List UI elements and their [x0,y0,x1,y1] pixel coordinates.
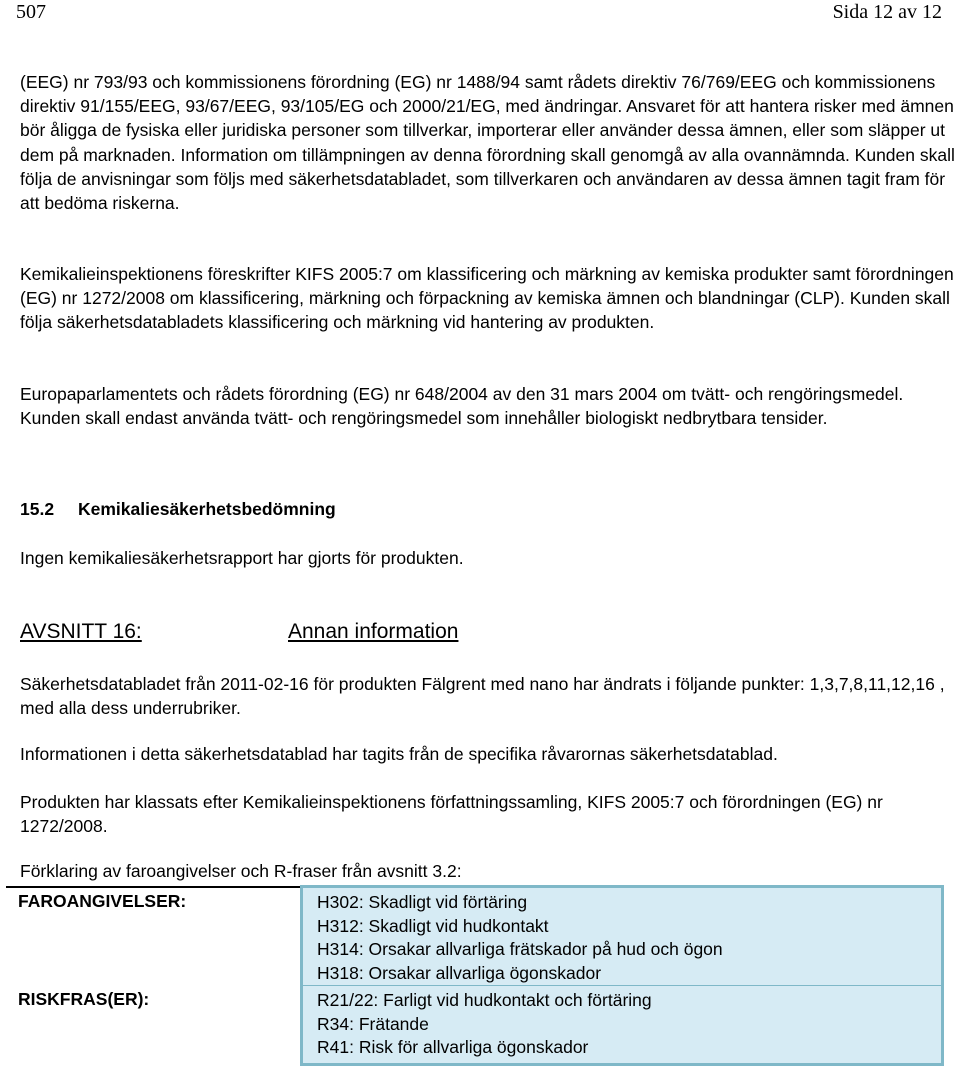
faro-label: FAROANGIVELSER: [6,887,302,986]
section-16-explanation-intro: Förklaring av faroangivelser och R-fraser från avsnitt 3.2: [20,861,462,881]
faro-values [302,887,943,986]
section-number: 15.2 [20,499,55,519]
paragraph-kifs: Kemikalieinspektionens föreskrifter KIFS 2005:7 om klassificering och märkning av kemiska produkter samt förordningen (EG) nr 1272/2008 om klassificering, märkning och förpackning av kemiska ämnen och blandningar (CLP). Kunden skall följa säkerhetsdatabladets klassificering och märkning vid hantering av produkten. [20,264,954,333]
section-title: Kemikaliesäkerhetsbedömning [78,499,336,519]
page-number: 507 [16,1,46,23]
section-15-2-text: Ingen kemikaliesäkerhetsrapport har gjorts för produkten. [20,548,464,568]
faro-item: H318: Orsakar allvarliga ögonskador [317,962,602,983]
faro-item: H314: Orsakar allvarliga frätskador på hud och ögon [317,939,723,959]
faro-item: H302: Skadligt vid förtäring [317,892,528,912]
page-counter: Sida 12 av 12 [832,1,942,23]
section-16-classification-text: Produkten har klassats efter Kemikalieinspektionens författningssamling, KIFS 2005:7 och förordningen (EG) nr 1272/2008. [20,792,883,837]
paragraph-detergents: Europaparlamentets och rådets förordning (EG) nr 648/2004 av den 31 mars 2004 om tvätt- och rengöringsmedel. Kunden skall endast använda tvätt- och rengöringsmedel som innehåller biologiskt nedbrytbara tensider. [20,384,904,429]
risk-item: R34: Frätande [317,1013,429,1034]
hazard-table [6,885,944,1066]
section-15-2-heading [20,497,336,521]
section-16-source-text: Informationen i detta säkerhetsdatablad har tagits från de specifika råvarornas säkerhetsdatablad. [20,744,778,764]
section-16-label: AVSNITT 16: [20,620,142,643]
hazard-row-faro [6,887,943,986]
paragraph-regulations: (EEG) nr 793/93 och kommissionens förordning (EG) nr 1488/94 samt rådets direktiv 76/769/EEG och kommissionens direktiv 91/155/EEG, 93/67/EEG, 93/105/EG och 2000/21/EG, med ändringar. Ansvaret för att hantera risker med ämnen bör åligga de fysiska eller juridiska personer som tillverkar, importerar eller använder dessa ämnen, eller som släpper ut dem på marknaden. Information om tillämpningen av denna förordning skall genomgå av alla ovannämnda. Kunden skall följa de anvisningar som följs med säkerhetsdatabladet, som tillverkaren och användaren av dessa ämnen tagit fram för att bedöma riskerna. [20,72,955,214]
risk-values [302,986,943,1065]
faro-item: H312: Skadligt vid hudkontakt [317,915,549,936]
section-16-title: Annan information [288,620,459,643]
hazard-row-risk [6,986,943,1065]
risk-item: R41: Risk för allvarliga ögonskador [317,1037,589,1057]
risk-label: RISKFRAS(ER): [6,986,302,1065]
section-16-revision-text: Säkerhetsdatabladet från 2011-02-16 för produkten Fälgrent med nano har ändrats i följande punkter: 1,3,7,8,11,12,16 , med alla dess underrubriker. [20,674,945,719]
risk-item: R21/22: Farligt vid hudkontakt och förtäring [317,990,652,1010]
